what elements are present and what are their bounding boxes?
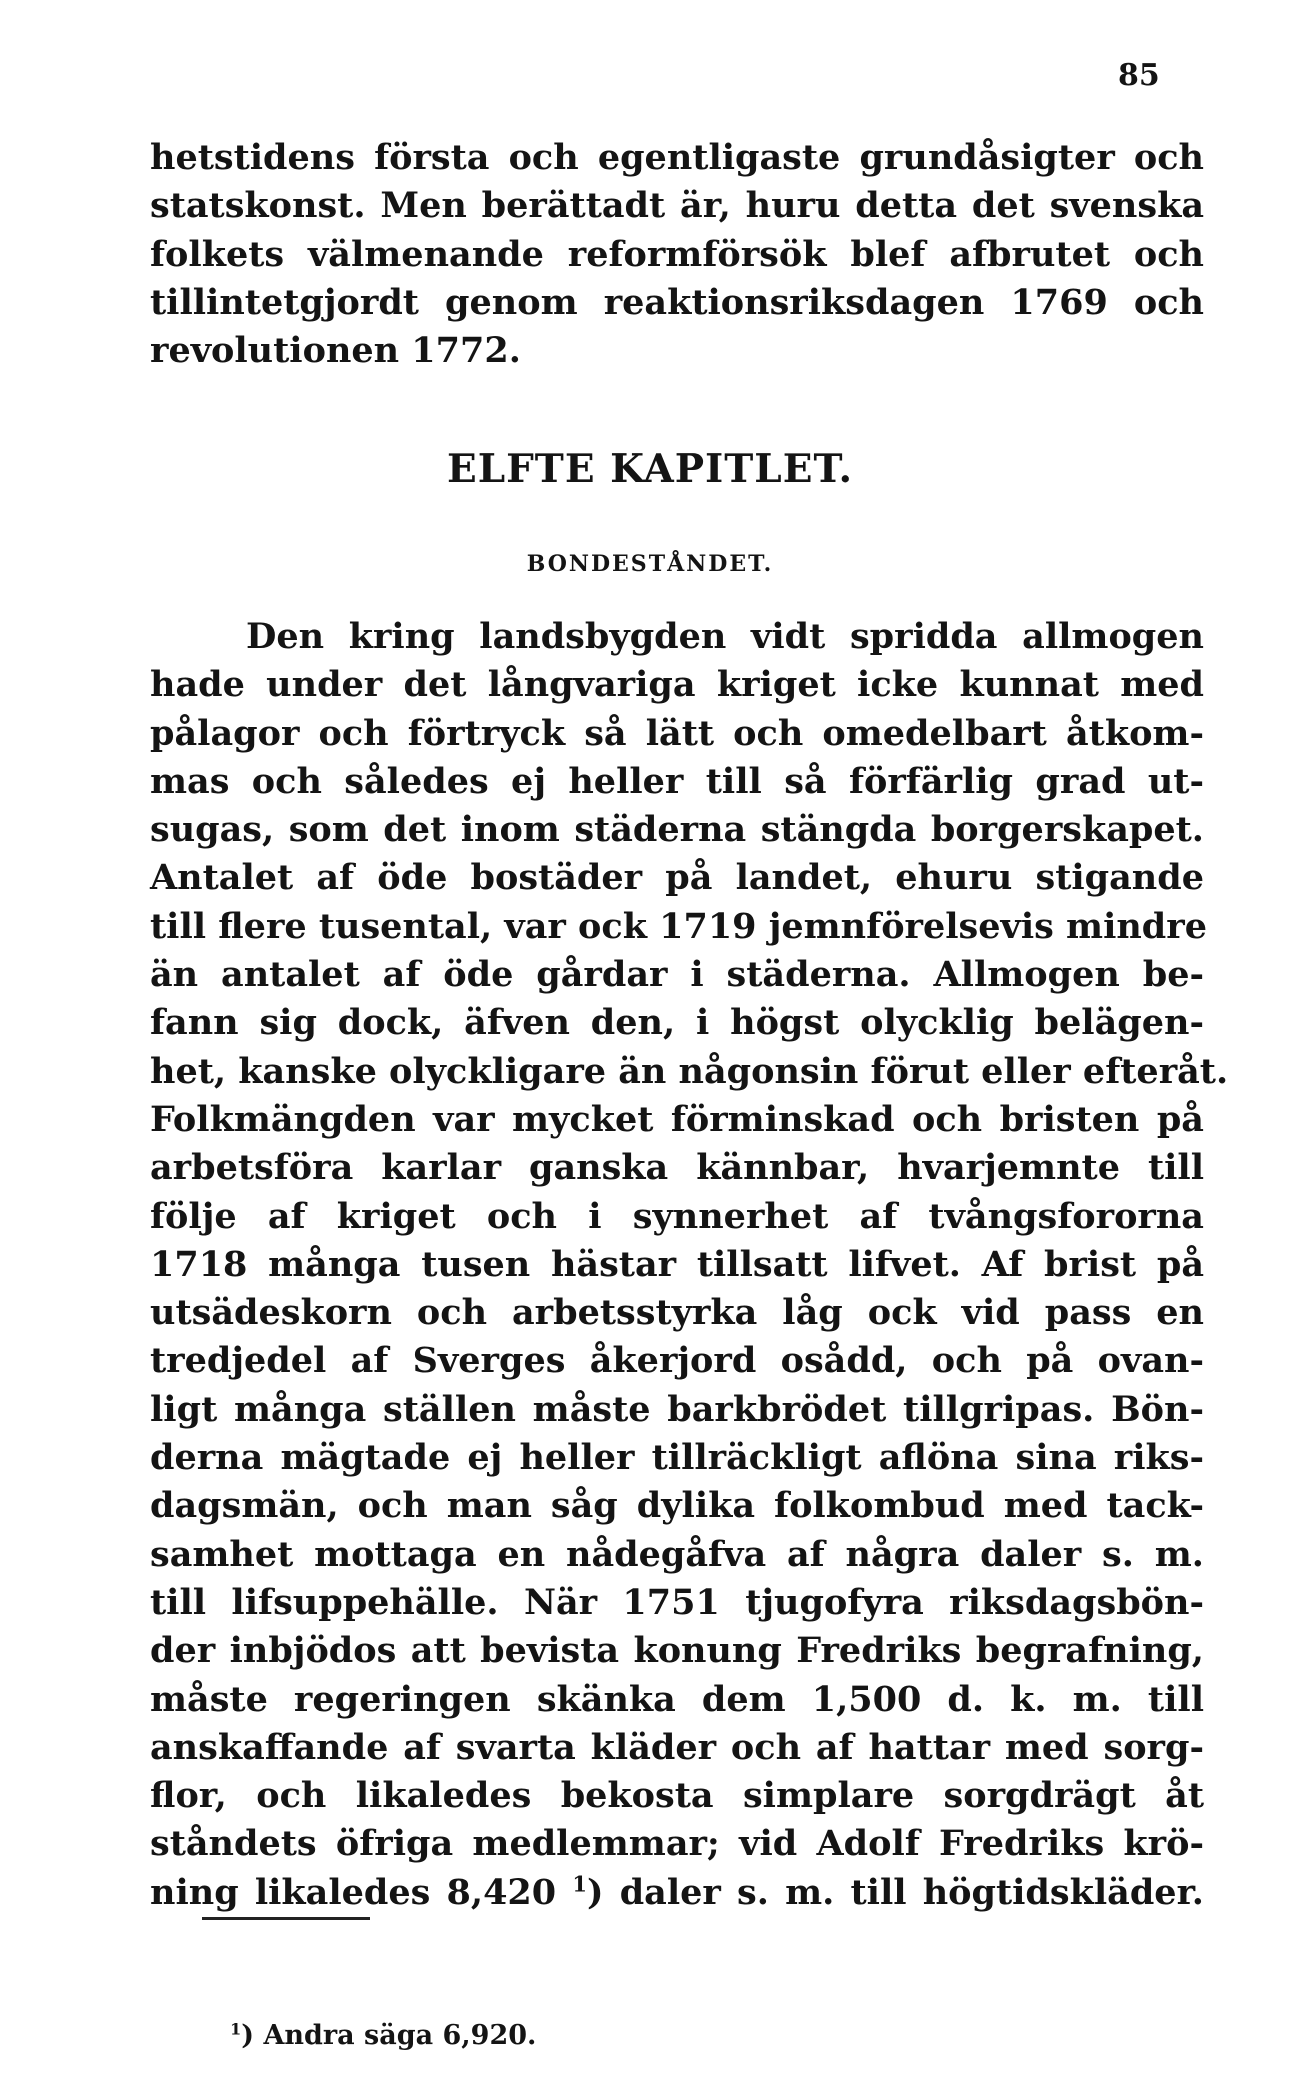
text-line: arbetsföra karlar ganska kännbar, hvarjemnte till (150, 1147, 1204, 1189)
text-line-final (150, 1869, 1204, 1917)
text-line: revolutionen 1772. (150, 330, 521, 372)
text-line: Folkmängden var mycket förminskad och bristen på (150, 1098, 1204, 1140)
text-line: der inbjödos att bevista konung Fredriks begrafning, (150, 1630, 1204, 1672)
text-line: ståndets öfriga medlemmar; vid Adolf Fredriks krö- (150, 1823, 1204, 1865)
footnote (230, 2020, 536, 2051)
text-fragment: ) daler s. m. till högtidskläder. (586, 1871, 1204, 1913)
text-line: anskaffande af svarta kläder och af hattar med sorg- (150, 1726, 1204, 1768)
text-line: ligt många ställen måste barkbrödet tillgripas. Bön- (150, 1388, 1204, 1430)
text-line: folkets välmenande reformförsök blef afbrutet och (150, 233, 1204, 275)
text-line: till lifsuppehälle. När 1751 tjugofyra riksdagsbön- (150, 1581, 1204, 1623)
text-line: än antalet af öde gårdar i städerna. Allmogen be- (150, 954, 1204, 996)
text-line: flor, och likaledes bekosta simplare sorgdrägt åt (150, 1775, 1204, 1817)
text-line: derna mägtade ej heller tillräckligt aflöna sina riks- (150, 1437, 1204, 1479)
text-line: mas och således ej heller till så förfärlig grad ut- (150, 760, 1204, 802)
text-fragment: ning likaledes 8,420 (150, 1871, 557, 1913)
section-subheading: BONDESTÅNDET. (526, 551, 774, 577)
text-line: statskonst. Men berättadt är, huru detta det svenska (150, 185, 1204, 227)
text-line: Den kring landsbygden vidt spridda allmogen (246, 616, 1204, 657)
text-line: måste regeringen skänka dem 1,500 d. k. m. till (150, 1678, 1204, 1720)
text-line: Antalet af öde bostäder på landet, ehuru stigande (150, 857, 1204, 899)
text-line: tillintetgjordt genom reaktionsriksdagen 1769 och (150, 281, 1204, 323)
text-line: samhet mottaga en nådegåfva af några daler s. m. (150, 1533, 1204, 1575)
top-paragraph (150, 134, 1204, 375)
text-line: hetstidens första och egentligaste grundåsigter och (150, 137, 1204, 178)
text-line: hade under det långvariga kriget icke kunnat med (150, 664, 1204, 706)
text-line: utsädeskorn och arbetsstyrka låg ock vid pass en (150, 1292, 1204, 1334)
footnote-reference: 1 (572, 1871, 587, 1897)
text-line: dagsmän, och man såg dylika folkombud med tack- (150, 1485, 1204, 1527)
text-line: fann sig dock, äfven den, i högst olycklig belägen- (150, 1002, 1204, 1044)
main-paragraph (150, 613, 1229, 1917)
text-line: till flere tusental, var ock 1719 jemnförelsevis mindre (150, 905, 1207, 947)
chapter-heading: ELFTE KAPITLET. (446, 446, 854, 492)
text-line: följe af kriget och i synnerhet af tvångsfororna (150, 1195, 1204, 1237)
text-line: tredjedel af Sverges åkerjord osådd, och på ovan- (150, 1340, 1204, 1382)
text-line: het, kanske olyckligare än någonsin förut eller efteråt. (150, 1050, 1229, 1092)
text-line: 1718 många tusen hästar tillsatt lifvet. Af brist på (150, 1243, 1204, 1285)
footnote-text: ) Andra säga 6,920. (241, 2020, 537, 2051)
text-line: sugas, som det inom städerna stängda borgerskapet. (150, 809, 1204, 851)
footnote-marker: 1 (230, 2019, 242, 2039)
page-number: 85 (1118, 58, 1160, 93)
footnote-divider (202, 1917, 370, 1920)
text-line: pålagor och förtryck så lätt och omedelbart åtkom- (150, 712, 1204, 754)
